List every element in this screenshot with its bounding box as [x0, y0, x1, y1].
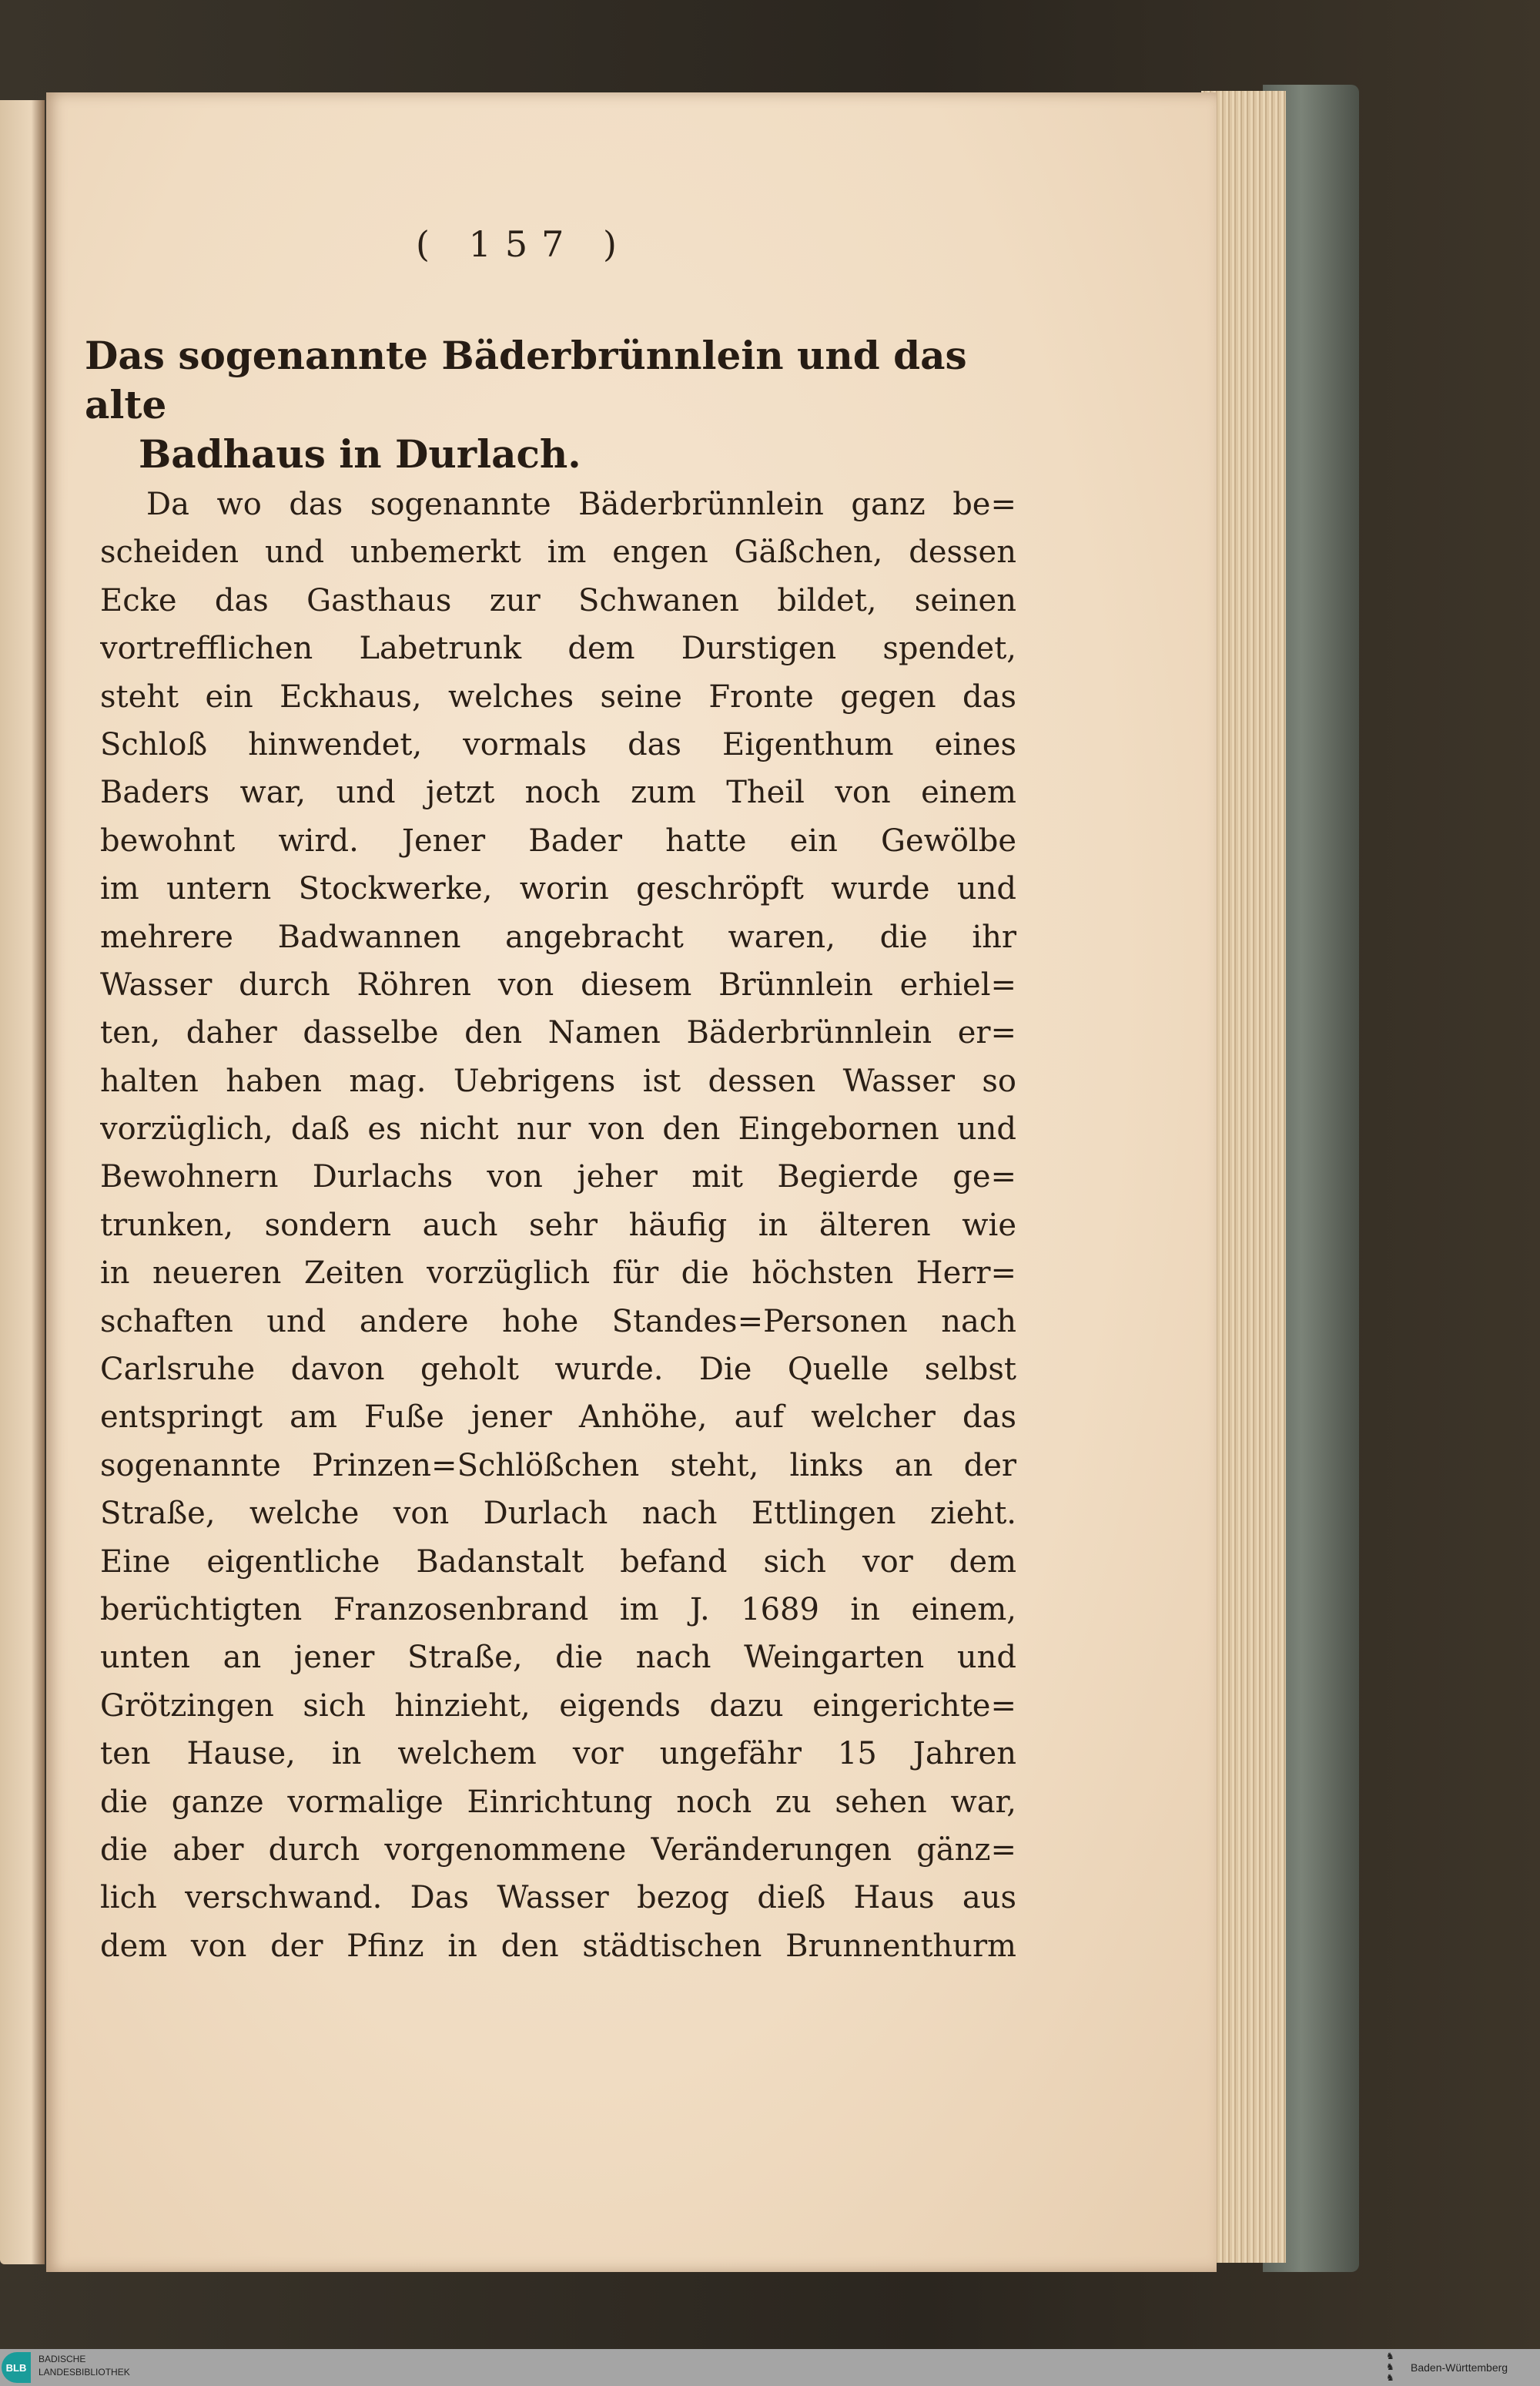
text-line: entspringt am Fuße jener Anhöhe, auf welcher das [100, 1399, 1016, 1436]
text-line: Da wo das sogenannte Bäderbrünnlein ganz be= [146, 487, 1016, 522]
text-line: ten, daher dasselbe den Namen Bäderbrünnlein er= [100, 1015, 1016, 1051]
state-logo-label[interactable]: Baden-Württemberg [1411, 2361, 1508, 2374]
text-line: mehrere Badwannen angebracht waren, die ihr [100, 919, 1016, 955]
text-line: vortrefflichen Labetrunk dem Durstigen spendet, [100, 631, 1016, 667]
text-line: sogenannte Prinzen=Schlößchen steht, links an der [100, 1447, 1016, 1483]
library-name [38, 2353, 130, 2379]
text-line: Eine eigentliche Badanstalt befand sich vor dem [100, 1543, 1016, 1580]
heading-line: Badhaus in Durlach. [139, 431, 581, 477]
body-text [100, 481, 1016, 1970]
text-line: dem von der Pfinz in den städtischen Brunnenthurm [100, 1928, 1016, 1964]
text-line: halten haben mag. Uebrigens ist dessen Wasser so [100, 1063, 1016, 1099]
text-line: unten an jener Straße, die nach Weingarten und [100, 1640, 1016, 1676]
text-line: Wasser durch Röhren von diesem Brünnlein erhiel= [100, 967, 1016, 1003]
text-line: Carlsruhe davon geholt wurde. Die Quelle selbst [100, 1352, 1016, 1388]
library-name-line: BADISCHE [38, 2354, 86, 2364]
text-line: Ecke das Gasthaus zur Schwanen bildet, seinen [100, 582, 1016, 618]
footer-bar [0, 2349, 1540, 2386]
text-line: die aber durch vorgenommene Veränderungen gänz= [100, 1831, 1016, 1868]
text-line: berüchtigten Franzosenbrand im J. 1689 in einem, [100, 1591, 1016, 1627]
lion-crest-icon: ♞ ♞ ♞ [1386, 2351, 1394, 2383]
blb-logo[interactable]: BLB [2, 2352, 31, 2383]
text-line: im untern Stockwerke, worin geschröpft wurde und [100, 871, 1016, 907]
text-line: scheiden und unbemerkt im engen Gäßchen, dessen [100, 535, 1016, 571]
text-line: die ganze vormalige Einrichtung noch zu sehen war, [100, 1784, 1016, 1820]
text-line: steht ein Eckhaus, welches seine Fronte gegen das [100, 679, 1016, 715]
chapter-heading [85, 331, 993, 479]
text-line: Bewohnern Durlachs von jeher mit Begierde ge= [100, 1159, 1016, 1195]
library-name-line: LANDESBIBLIOTHEK [38, 2367, 130, 2378]
left-page-edge [0, 100, 45, 2264]
page-number: ( 157 ) [416, 223, 631, 265]
text-line: in neueren Zeiten vorzüglich für die höchsten Herr= [100, 1255, 1016, 1292]
heading-line: Das sogenannte Bäderbrünnlein und das alte [85, 333, 967, 427]
text-line: Baders war, und jetzt noch zum Theil von einem [100, 775, 1016, 811]
text-line: trunken, sondern auch sehr häufig in älteren wie [100, 1207, 1016, 1243]
text-line: vorzüglich, daß es nicht nur von den Eingebornen und [100, 1111, 1016, 1148]
text-line: lich verschwand. Das Wasser bezog dieß Haus aus [100, 1880, 1016, 1916]
text-line: Straße, welche von Durlach nach Ettlingen zieht. [100, 1496, 1016, 1532]
text-line: Schloß hinwendet, vormals das Eigenthum eines [100, 726, 1016, 762]
text-line: Grötzingen sich hinzieht, eigends dazu eingerichte= [100, 1687, 1016, 1724]
text-line: schaften und andere hohe Standes=Personen nach [100, 1303, 1016, 1339]
text-line: ten Hause, in welchem vor ungefähr 15 Jahren [100, 1736, 1016, 1772]
text-line: bewohnt wird. Jener Bader hatte ein Gewölbe [100, 823, 1016, 859]
